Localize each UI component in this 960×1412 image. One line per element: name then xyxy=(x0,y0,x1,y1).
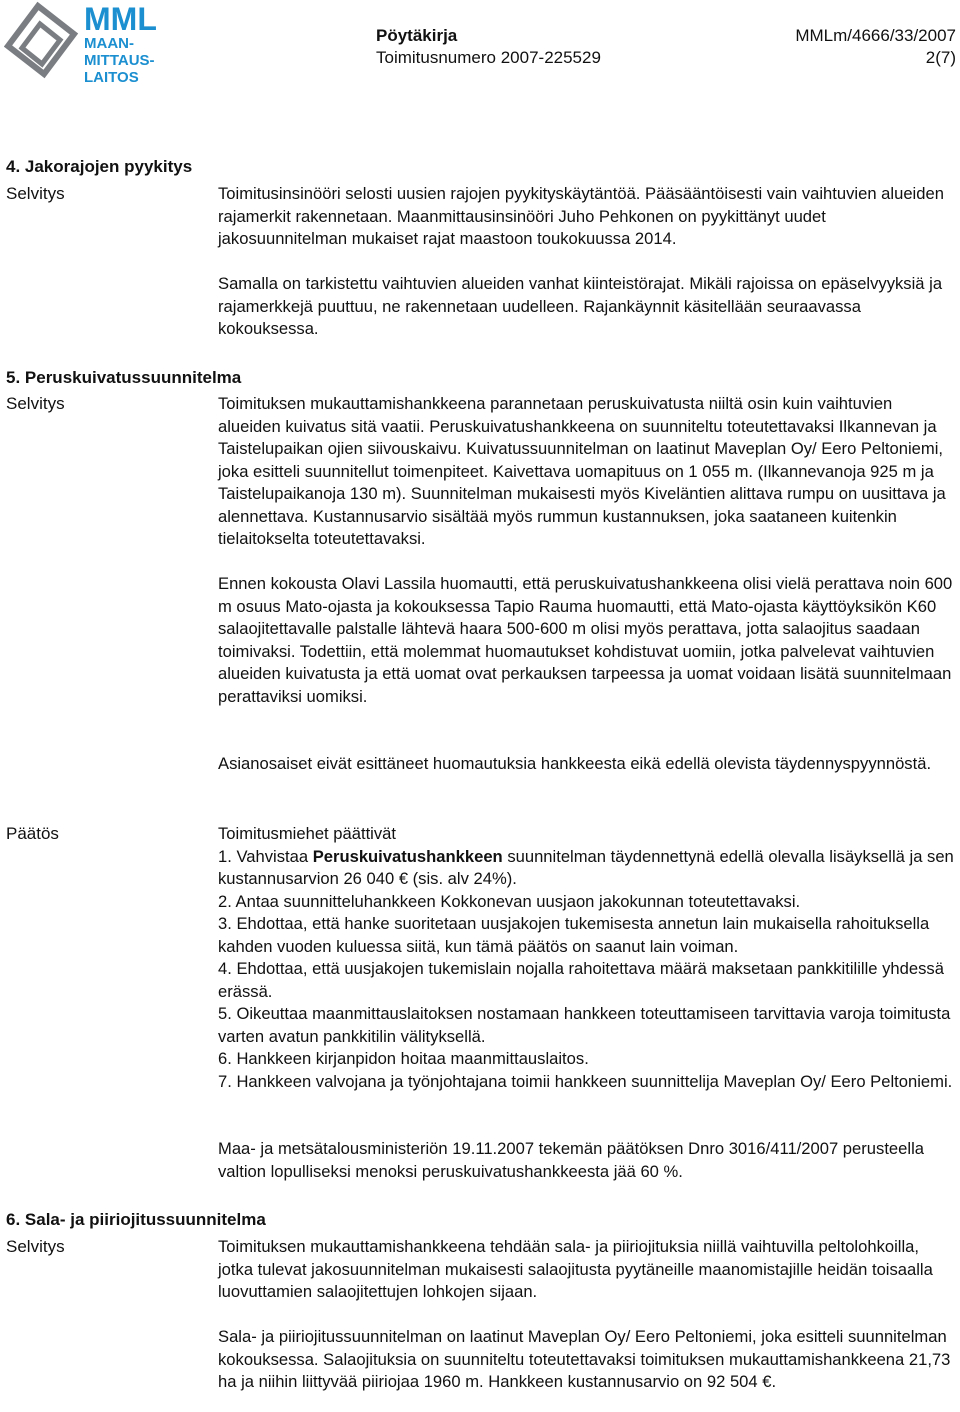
decision-item-1-post: suunnitelman täydennettynä edellä olevalla lisäyksellä ja sen kustannusarvion 26 040 € (sis. alv 24%). xyxy=(218,846,954,888)
section-6-label: Selvitys xyxy=(6,1237,65,1256)
section-5-label: Selvitys xyxy=(6,394,65,413)
section-4-label: Selvitys xyxy=(6,184,65,203)
decision-item-6: 6. Hankkeen kirjanpidon hoitaa maanmittauslaitos. xyxy=(218,1049,589,1068)
section-6-paragraph-1: Toimituksen mukauttamishankkeena tehdään sala- ja piiriojituksia niillä vaihtuvilla peltolohkoilla, jotka tulevat jakosuunnitelman mukaisesti salaojitusta pyytäneille maanomistajille heidän toisaalla luovuttamien salaojitettujen lohkojen sijaan. xyxy=(218,1237,933,1301)
section-4-paragraph-2: Samalla on tarkistettu vaihtuvien alueiden vanhat kiinteistörajat. Mikäli rajoissa on epäselvyyksiä ja rajamerkkejä puuttuu, ne rakennetaan uudelleen. Rajankäynnit käsitellään seuraavassa kokouksessa. xyxy=(218,274,943,338)
decision-item-1-bold: Peruskuivatushankkeen xyxy=(312,846,503,866)
section-5-paragraph-3: Asianosaiset eivät esittäneet huomautuksia hankkeesta eikä edellä olevista täydennyspyynnöstä. xyxy=(218,754,932,773)
mml-logo xyxy=(4,0,174,92)
section-5-paragraph-4: Maa- ja metsätalousministeriön 19.11.2007 tekemän päätöksen Dnro 3016/411/2007 perusteella valtion lopulliseksi menoksi peruskuivatushankkeesta jää 60 %. xyxy=(218,1139,924,1181)
decision-item-7: 7. Hankkeen valvojana ja työnjohtajana toimii hankkeen suunnittelija Maveplan Oy/ Eero Peltoniemi. xyxy=(218,1071,953,1091)
procedure-number: Toimitusnumero 2007-225529 xyxy=(376,48,601,67)
mml-logo-mark xyxy=(4,0,174,92)
section-5-heading: 5. Peruskuivatussuunnitelma xyxy=(6,368,242,387)
decision-item-5: 5. Oikeuttaa maanmittauslaitoksen nostamaan hankkeen toteuttamiseen tarvittavia varoja toimitusta varten avatun pankkitilin välityksellä. xyxy=(218,1004,951,1046)
decision-item-1-pre: 1. Vahvistaa xyxy=(218,846,313,866)
section-4-paragraph-1: Toimitusinsinööri selosti uusien rajojen pyykityskäytäntöä. Pääsääntöisesti vain vaihtuvien alueiden rajamerkit rakennetaan. Maanmittausinsinööri Juho Pehkonen on pyykittänyt uudet jakosuunnitelman mukaiset rajat maastoon toukokuussa 2014. xyxy=(218,184,944,248)
section-4-heading: 4. Jakorajojen pyykitys xyxy=(6,157,193,176)
decision-item-3: 3. Ehdottaa, että hanke suoritetaan uusjakojen tukemisesta annetun lain mukaisella rahoituksella kahden vuoden kuluessa siitä, kun tämä päätös on saanut lain voiman. xyxy=(218,914,930,956)
page-number: 2(7) xyxy=(925,48,956,67)
decision-block xyxy=(218,823,958,1093)
document-type: Pöytäkirja xyxy=(376,26,458,45)
reference-number: MMLm/4666/33/2007 xyxy=(795,26,956,45)
decision-label: Päätös xyxy=(6,824,59,843)
section-6-heading: 6. Sala- ja piiriojitussuunnitelma xyxy=(6,1210,266,1229)
decision-item-4: 4. Ehdottaa, että uusjakojen tukemislain nojalla rahoitettava määrä maksetaan pankkitilille yhdessä erässä. xyxy=(218,959,944,1001)
logo-line-2: MITTAUS- xyxy=(84,52,155,69)
logo-line-1: MAAN- xyxy=(84,35,134,52)
logo-emblem-icon xyxy=(8,6,74,74)
logo-mml-text: MML xyxy=(84,1,157,37)
logo-line-3: LAITOS xyxy=(84,69,139,86)
decision-intro: Toimitusmiehet päättivät xyxy=(218,824,397,843)
section-5-paragraph-1: Toimituksen mukauttamishankkeena parannetaan peruskuivatusta niiltä osin kuin vaihtuvien alueiden kuivatus sitä vaatii. Peruskuivatushankkeena on suunniteltu toteutettavaksi Ilkannevan ja Taistelupaikan ojien siivouskaivu. Kuivatussuunnitelman on laatinut Maveplan Oy/ Eero Peltoniemi, joka esitteli suunnitellut toimenpiteet. Kaivettava uomapituus on 1 055 m. (Ilkannevanoja 925 m ja Taistelupaikanoja 130 m). Suunnitelman mukaisesti myös Kiveläntien alittava rumpu on uusittava ja alennettava. Kustannusarvio sisältää myös rummun kustannuksen, joka saataneen kuitenkin tielaitokselta toteutettavaksi. xyxy=(218,394,946,548)
section-6-paragraph-2: Sala- ja piiriojitussuunnitelman on laatinut Maveplan Oy/ Eero Peltoniemi, joka esitteli suunnitelman kokouksessa. Salaojituksia on suunniteltu toteutettavaksi toimituksen mukauttamishankkeena 21,73 ha ja niihin liittyvää piiriojaa 1960 m. Hankkeen kustannusarvio on 92 504 €. xyxy=(218,1327,951,1391)
decision-item-1 xyxy=(218,846,958,891)
decision-item-2: 2. Antaa suunnitteluhankkeen Kokkonevan uusjaon jakokunnan toteutettavaksi. xyxy=(218,891,801,911)
section-5-paragraph-2: Ennen kokousta Olavi Lassila huomautti, että peruskuivatushankkeena olisi vielä perattava noin 600 m osuus Mato-ojasta ja kokouksessa Tapio Rauma huomautti, että Mato-ojasta käyttöyksikön K60 salaojitettavalle palstalle lähtevä haara 500-600 m olisi myös perattava, jotta salaojitus saadaan toimivaksi. Todettiin, että molemmat huomautukset kohdistuvat uomiin, jotka palvelevat vaihtuvien alueiden kuivatusta ja että uomat ovat perkauksen tarpeessa ja uomat voidaan lisätä suunnitelmaan perattaviksi uomiksi. xyxy=(218,574,953,706)
